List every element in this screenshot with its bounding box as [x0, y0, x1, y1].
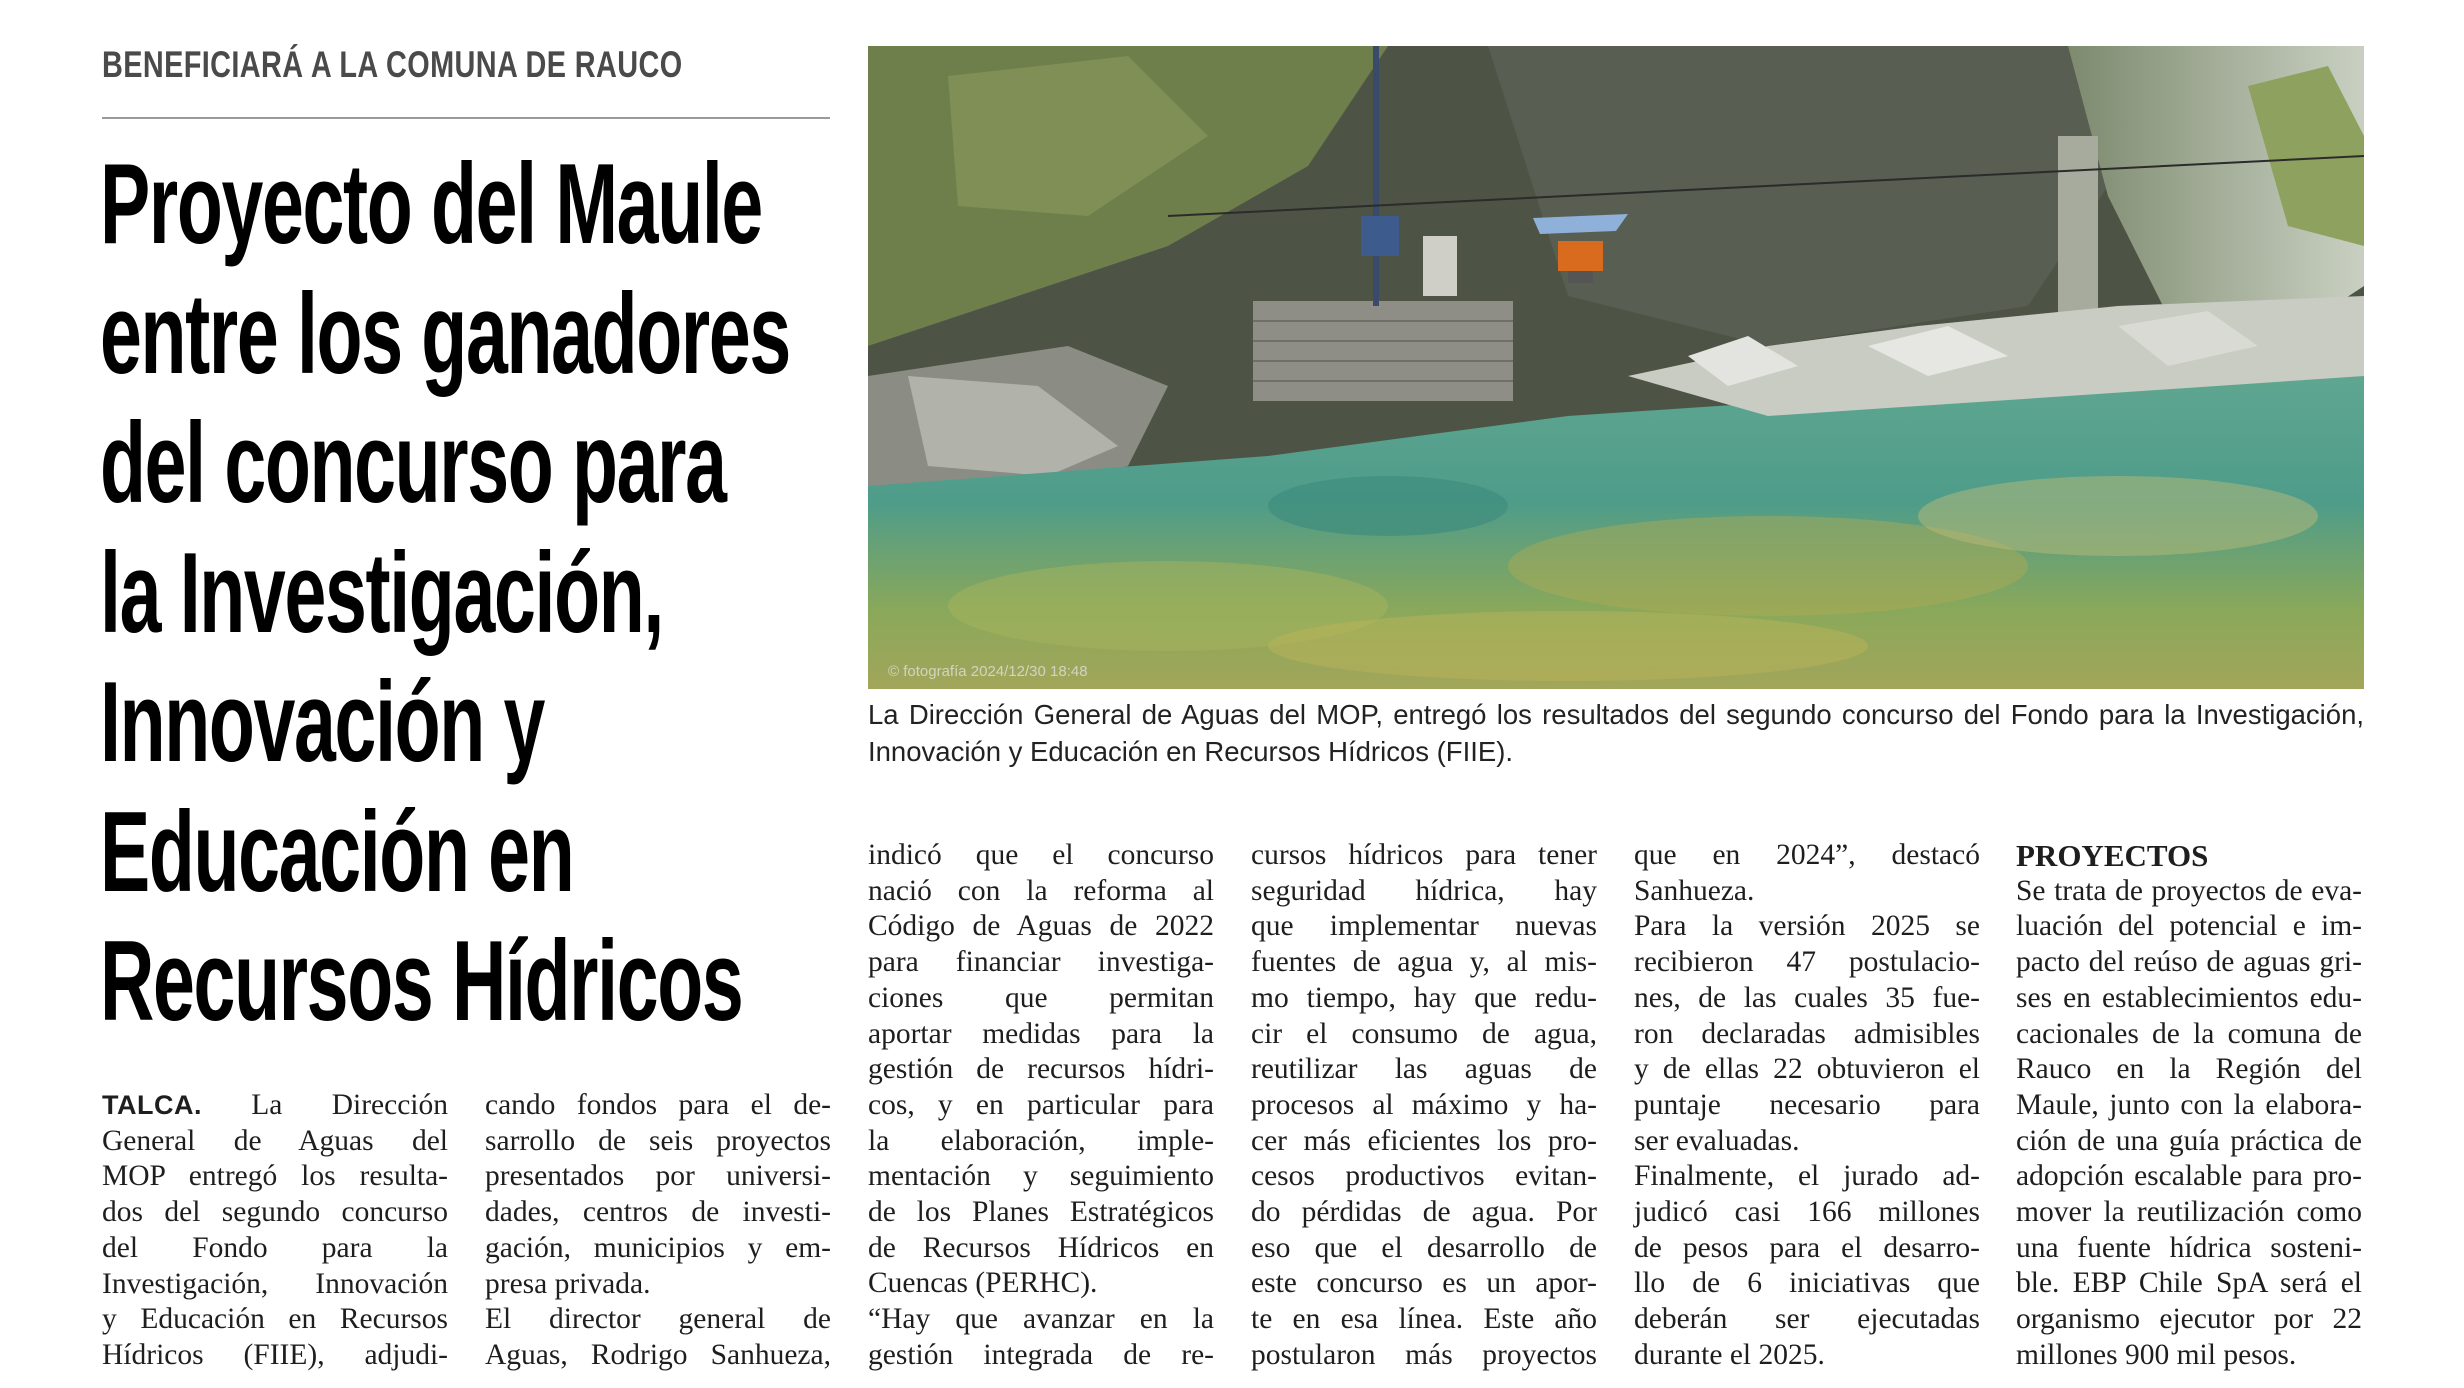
body-line: mover la reutilización como: [2016, 1196, 2362, 1229]
headline-line: del concurso para: [100, 400, 726, 527]
body-line: Se trata de proyectos de eva-: [2016, 874, 2362, 907]
body-line: del Fondo para la: [102, 1231, 448, 1264]
body-line: cando fondos para el de-: [485, 1089, 831, 1121]
body-line: una fuente hídrica sosteni-: [2016, 1231, 2362, 1264]
body-line: de los Planes Estratégicos: [868, 1196, 1214, 1229]
body-line: la elaboración, imple-: [868, 1124, 1214, 1157]
body-line: y Educación en Recursos: [102, 1303, 448, 1336]
body-line: cacionales de la comuna de: [2016, 1017, 2362, 1050]
body-line: mo tiempo, hay que redu-: [1251, 981, 1597, 1014]
dateline: TALCA.: [102, 1090, 202, 1120]
headline-line: la Investigación,: [100, 529, 663, 657]
body-line: sarrollo de seis proyectos: [485, 1124, 831, 1157]
section-subhead: PROYECTOS: [2016, 838, 2209, 873]
body-line: “Hay que avanzar en la: [868, 1303, 1214, 1336]
body-line: ron declaradas admisibles: [1634, 1017, 1980, 1050]
body-line: eso que el desarrollo de: [1251, 1231, 1597, 1264]
body-line: de pesos para el desarro-: [1634, 1231, 1980, 1264]
headline-line: Proyecto del Maule: [100, 141, 762, 268]
body-line: ciones que permitan: [868, 981, 1214, 1014]
body-line: te en esa línea. Este año: [1251, 1303, 1597, 1336]
body-line: Hídricos (FIIE), adjudi-: [102, 1338, 448, 1371]
headline-line: Educación en: [100, 788, 574, 916]
body-line: este concurso es un apor-: [1251, 1267, 1597, 1300]
body-line: de Recursos Hídricos en: [868, 1231, 1214, 1264]
body-line: que en 2024”, destacó: [1634, 839, 1980, 871]
body-line: gestión de recursos hídri-: [868, 1053, 1214, 1086]
body-line: Cuencas (PERHC).: [868, 1267, 1098, 1300]
body-line: cer más eficientes los pro-: [1251, 1124, 1597, 1157]
headline-line: entre los ganadores: [100, 270, 790, 398]
body-column-4: [1251, 838, 1597, 1374]
body-line: Sanhueza.: [1634, 874, 1755, 907]
body-line: Investigación, Innovación: [102, 1267, 448, 1300]
body-line: seguridad hídrica, hay: [1251, 874, 1597, 907]
headline-line: Recursos Hídricos: [100, 918, 743, 1045]
body-line: reutilizar las aguas de: [1251, 1053, 1597, 1086]
body-line: millones 900 mil pesos.: [2016, 1338, 2297, 1371]
body-line: presa privada.: [485, 1267, 651, 1300]
photo-watermark: © fotografía 2024/12/30 18:48: [888, 663, 1088, 680]
body-line: nes, de las cuales 35 fue-: [1634, 981, 1980, 1014]
body-line: do pérdidas de agua. Por: [1251, 1196, 1597, 1229]
body-line: General de Aguas del: [102, 1124, 448, 1157]
body-line: recibieron 47 postulacio-: [1634, 946, 1980, 979]
body-line: [102, 1088, 448, 1124]
body-line: organismo ejecutor por 22: [2016, 1303, 2362, 1336]
river-canyon-photo: [868, 46, 2364, 689]
body-line: judicó casi 166 millones: [1634, 1196, 1980, 1229]
body-line: y de ellas 22 obtuvieron el: [1634, 1053, 1980, 1086]
body-line: cursos hídricos para tener: [1251, 839, 1597, 871]
body-line: aportar medidas para la: [868, 1017, 1214, 1050]
body-line: gestión integrada de re-: [868, 1338, 1214, 1371]
body-line: ble. EBP Chile SpA será el: [2016, 1267, 2362, 1300]
body-line: cesos productivos evitan-: [1251, 1160, 1597, 1193]
body-line: adopción escalable para pro-: [2016, 1160, 2362, 1193]
body-line: ción de una guía práctica de: [2016, 1124, 2362, 1157]
body-line: Maule, junto con la elabora-: [2016, 1088, 2362, 1121]
body-line: dades, centros de investi-: [485, 1196, 831, 1229]
body-line: postularon más proyectos: [1251, 1338, 1597, 1371]
body-line: fuentes de agua y, al mis-: [1251, 946, 1597, 979]
article-kicker: BENEFICIARÁ A LA COMUNA DE RAUCO: [102, 44, 683, 85]
body-line: nació con la reforma al: [868, 874, 1214, 907]
body-line: cos, y en particular para: [868, 1088, 1214, 1121]
body-line: llo de 6 iniciativas que: [1634, 1267, 1980, 1300]
body-line: Aguas, Rodrigo Sanhueza,: [485, 1338, 831, 1371]
body-line: indicó que el concurso: [868, 839, 1214, 871]
body-line: cir el consumo de agua,: [1251, 1017, 1597, 1050]
kicker-divider: [102, 117, 830, 119]
body-line: Finalmente, el jurado ad-: [1634, 1160, 1980, 1193]
body-line: El director general de: [485, 1303, 831, 1336]
body-line: Rauco en la Región del: [2016, 1053, 2362, 1086]
body-line: gación, municipios y em-: [485, 1231, 831, 1264]
body-line: mentación y seguimiento: [868, 1160, 1214, 1193]
photo-caption: La Dirección General de Aguas del MOP, entregó los resultados del segundo concurso del Fondo para la Investigación, Innovación y Educación en Recursos Hídricos (FIIE).: [868, 699, 2364, 767]
body-line: luación del potencial e im-: [2016, 910, 2362, 943]
body-line: procesos al máximo y ha-: [1251, 1088, 1597, 1121]
body-line: presentados por universi-: [485, 1160, 831, 1193]
body-line: deberán ser ejecutadas: [1634, 1303, 1980, 1336]
body-line: puntaje necesario para: [1634, 1088, 1980, 1121]
body-line: que implementar nuevas: [1251, 910, 1597, 943]
body-line: Para la versión 2025 se: [1634, 910, 1980, 943]
body-line: pacto del reúso de aguas gri-: [2016, 946, 2362, 979]
body-text: La Dirección: [251, 1089, 448, 1121]
body-line: Código de Aguas de 2022: [868, 910, 1214, 943]
headline-line: Innovación y: [100, 659, 545, 786]
body-column-1: [102, 1088, 448, 1374]
article-headline: [100, 140, 826, 1047]
body-line: para financiar investiga-: [868, 946, 1214, 979]
body-column-2: [485, 1088, 831, 1374]
body-line: ser evaluadas.: [1634, 1124, 1800, 1157]
body-line: ses en establecimientos edu-: [2016, 981, 2362, 1014]
body-column-6: [2016, 838, 2362, 1374]
article-photo: [868, 46, 2364, 689]
body-line: dos del segundo concurso: [102, 1196, 448, 1229]
body-column-3: [868, 838, 1214, 1374]
body-line: MOP entregó los resulta-: [102, 1160, 448, 1193]
body-column-5: [1634, 838, 1980, 1374]
body-line: durante el 2025.: [1634, 1338, 1825, 1371]
